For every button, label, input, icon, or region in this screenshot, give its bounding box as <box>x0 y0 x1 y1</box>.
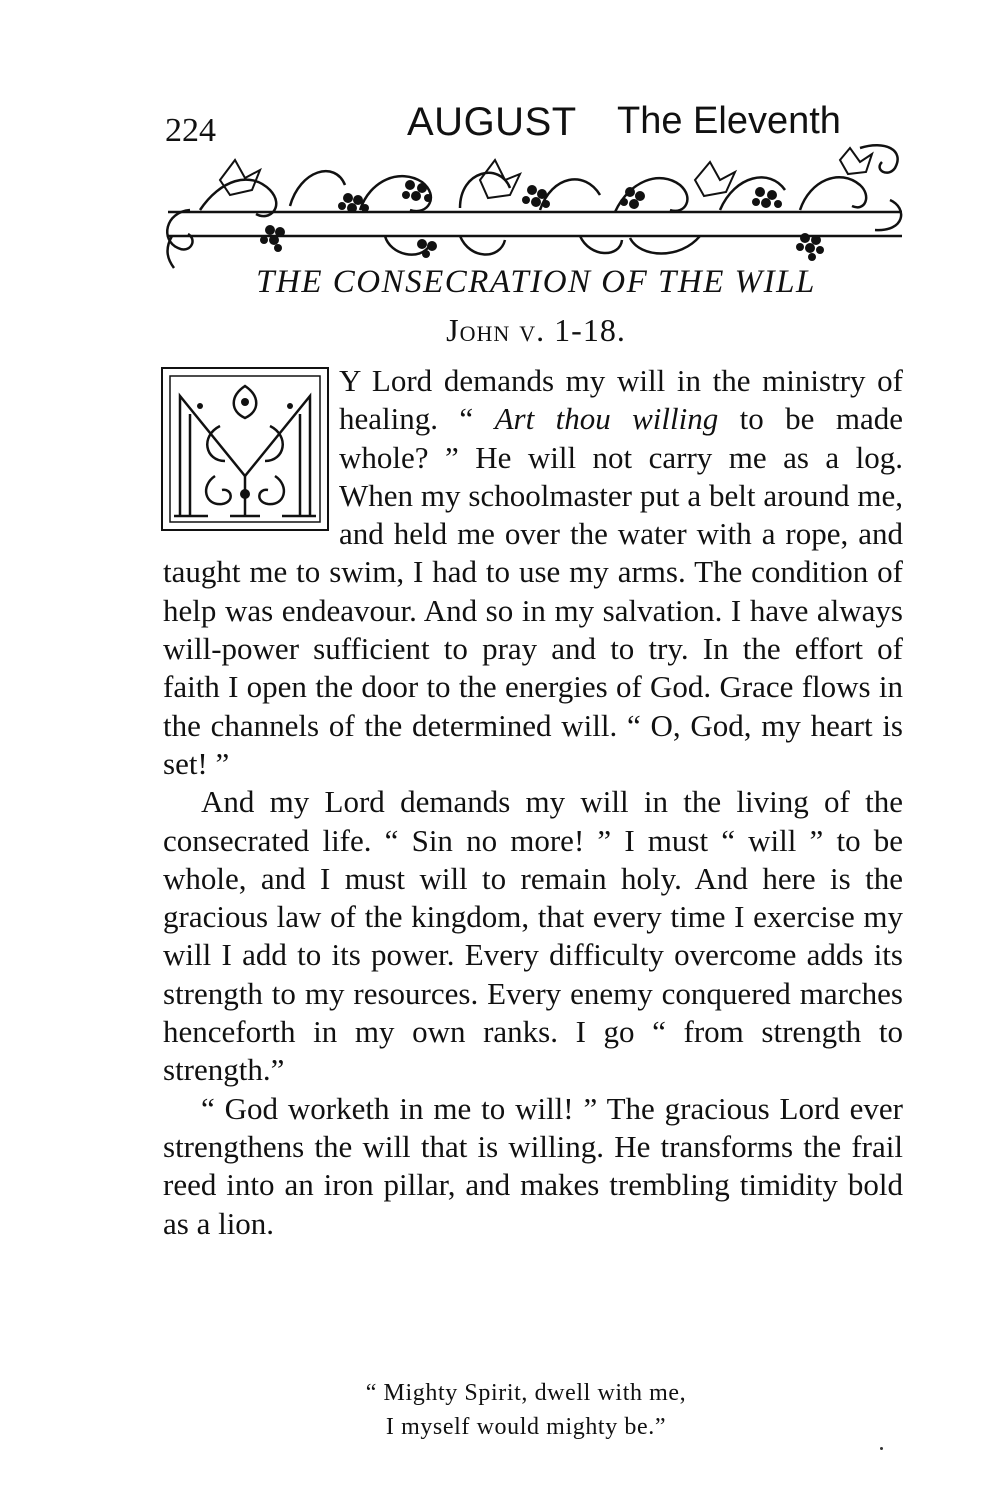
month-heading: AUGUST <box>407 100 577 144</box>
paragraph-1-quote-mark: “ <box>459 401 495 437</box>
paragraph-1-italic-quote: Art thou willing <box>494 401 719 437</box>
reading-body <box>163 362 903 1243</box>
verse-line-2: I myself would mighty be.” <box>385 1414 667 1440</box>
grape-cluster-icon <box>260 225 285 252</box>
reading-title: THE CONSECRATION OF THE WILL <box>256 264 816 300</box>
paragraph-1-rest: to be made whole? ” He will not carry me as a log. When my schoolmaster put a belt around me, and held me over the water with a rope, and taught me to swim, I had to use my arms. The condition of help was endeavour. And so in my salvation. I have always will-power sufficient to pray and to try. In the effort of faith I open the door to the energies of God. Grace flows in the channels of the determined will. “ O, God, my heart is set! ” <box>163 401 903 781</box>
day-heading: The Eleventh <box>617 100 841 142</box>
paragraph-1-start: Y Lord demands my will in the ministry of healing. <box>339 363 903 437</box>
print-speck <box>880 1447 883 1450</box>
paragraph-3: “ God worketh in me to will! ” The gracious Lord ever strengthens the will that is willing. He transforms the frail reed into an iron pillar, and makes trembling timidity bold as a lion. <box>163 1090 903 1241</box>
verse-line-1: “ Mighty Spirit, dwell with me, <box>365 1380 687 1406</box>
paragraph-2: And my Lord demands my will in the living of the consecrated life. “ Sin no more! ” I must “ will ” to be whole, and I must will to remain holy. And here is the gracious law of the kingdom, that every time I exercise my will I add to its power. Every difficulty overcome adds its strength to my resources. Every enemy conquered marches henceforth in my own ranks. I go “ from strength to strength.” <box>163 784 903 1088</box>
scripture-reference: John v. 1-18. <box>446 312 626 348</box>
page-number: 224 <box>165 112 216 149</box>
closing-verse <box>0 1376 1000 1444</box>
vine-ornament-border <box>160 140 910 270</box>
